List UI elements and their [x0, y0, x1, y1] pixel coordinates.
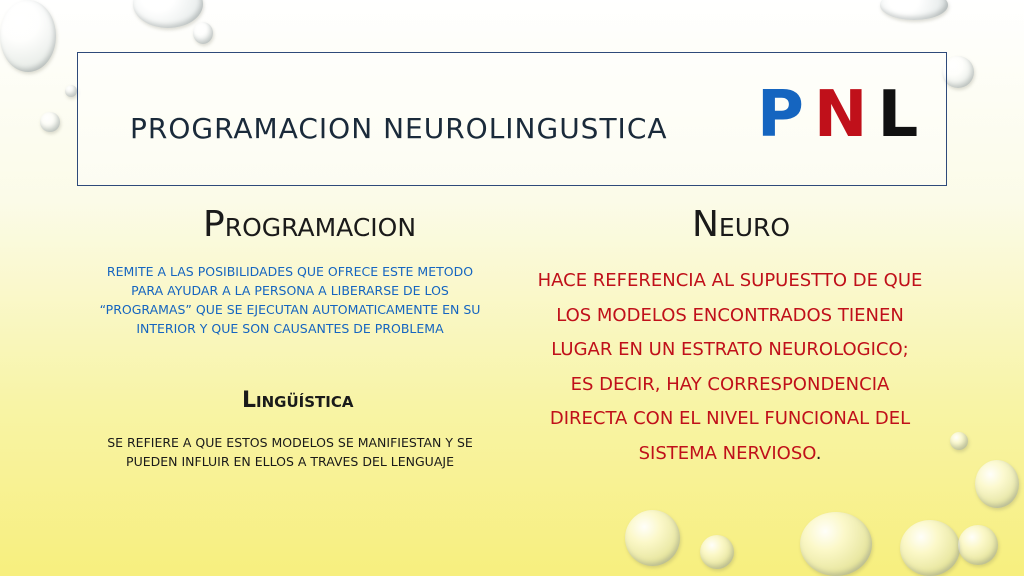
neuro-line: LUGAR EN UN ESTRATO NEUROLOGICO; [551, 339, 909, 360]
slide-title: PROGRAMACION NEUROLINGUSTICA [130, 112, 668, 145]
water-drop-decoration [133, 0, 203, 28]
neuro-heading: Neuro [692, 204, 791, 245]
pnl-letter-n: N [813, 78, 878, 152]
neuro-line: SISTEMA NERVIOSO [638, 442, 816, 464]
water-drop-decoration [625, 510, 680, 566]
pnl-acronym [757, 78, 928, 152]
neuro-description [510, 264, 950, 471]
water-drop-decoration [950, 432, 968, 450]
water-drop-decoration [975, 460, 1019, 508]
neuro-line: LOS MODELOS ENCONTRADOS TIENEN [556, 304, 904, 326]
linguistica-line: SE REFIERE A QUE ESTOS MODELOS SE MANIFIESTAN Y SE [107, 435, 473, 450]
programacion-line: PARA AYUDAR A LA PERSONA A LIBERARSE DE LOS [131, 283, 449, 298]
programacion-line: “PROGRAMAS” QUE SE EJECUTAN AUTOMATICAMENTE EN SU [99, 302, 481, 317]
neuro-line: HACE REFERENCIA AL SUPUESTTO DE QUE [537, 270, 923, 291]
water-drop-decoration [0, 0, 56, 72]
neuro-line: DIRECTA CON EL NIVEL FUNCIONAL DEL [549, 408, 911, 429]
water-drop-decoration [958, 525, 998, 565]
linguistica-line: PUEDEN INFLUIR EN ELLOS A TRAVES DEL LENGUAJE [126, 454, 454, 469]
pnl-letter-l: L [877, 78, 929, 152]
water-drop-decoration [900, 520, 960, 576]
linguistica-heading: Lingüística [242, 388, 354, 413]
neuro-line-last [510, 437, 950, 472]
water-drop-decoration [880, 0, 948, 20]
pnl-letter-p: P [757, 78, 814, 152]
programacion-line: REMITE A LAS POSIBILIDADES QUE OFRECE ESTE METODO [106, 264, 474, 279]
water-drop-decoration [65, 85, 77, 97]
water-drop-decoration [700, 535, 734, 569]
water-drop-decoration [40, 112, 60, 132]
programacion-heading: Programacion [203, 204, 417, 245]
neuro-line: ES DECIR, HAY CORRESPONDENCIA [570, 373, 890, 395]
programacion-line: INTERIOR Y QUE SON CAUSANTES DE PROBLEMA [136, 321, 444, 336]
linguistica-description [80, 433, 500, 471]
neuro-ending-period: . [815, 442, 822, 464]
water-drop-decoration [193, 22, 213, 44]
water-drop-decoration [800, 512, 872, 576]
programacion-description [80, 262, 500, 338]
